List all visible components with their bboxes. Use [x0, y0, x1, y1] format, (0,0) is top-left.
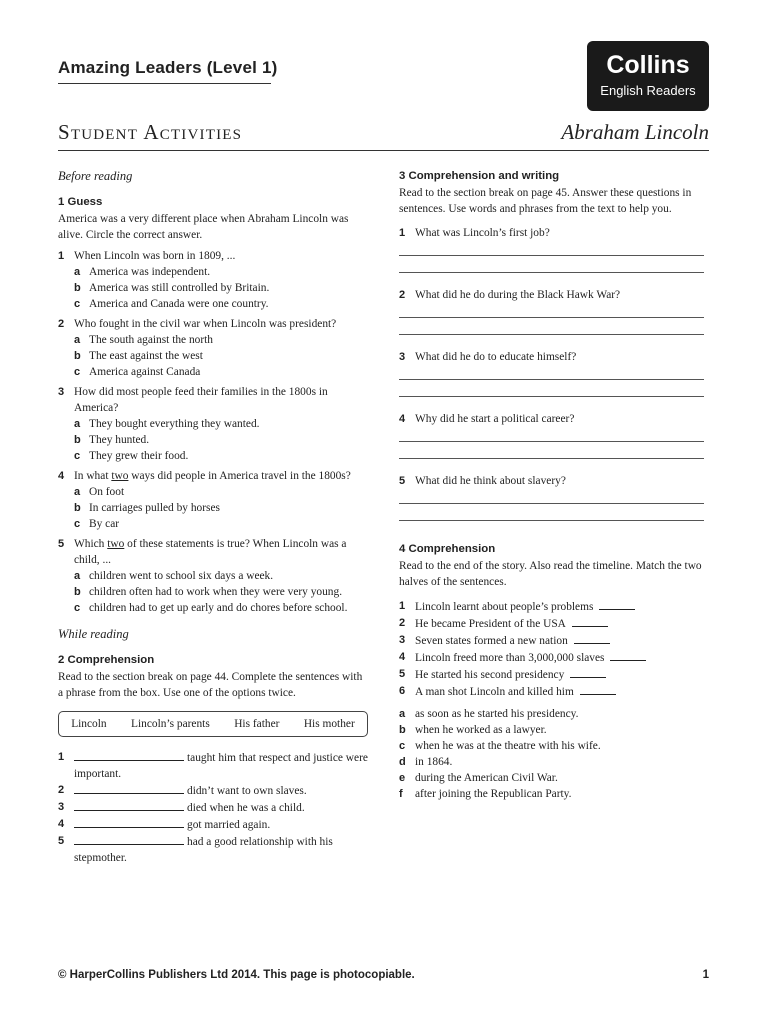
- option[interactable]: [74, 448, 368, 464]
- end-text: when he worked as a lawyer.: [415, 724, 547, 736]
- question-text: [74, 536, 368, 568]
- end-text: when he was at the theatre with his wife.: [415, 740, 601, 752]
- option[interactable]: [74, 516, 368, 532]
- sentence-start: [399, 666, 704, 683]
- sentence-end: [399, 770, 704, 786]
- guess-title: 1 Guess: [58, 196, 103, 208]
- option-text: children had to get up early and do chores before school.: [89, 602, 348, 614]
- start-number: 5: [399, 668, 406, 680]
- fill-blank[interactable]: [74, 816, 184, 828]
- end-letter: c: [399, 740, 406, 752]
- sentence-number: 3: [58, 801, 65, 813]
- option-text: The east against the west: [89, 350, 203, 362]
- end-letter: b: [399, 724, 406, 736]
- end-text: as soon as he started his presidency.: [415, 708, 579, 720]
- question-5: [58, 536, 368, 616]
- start-number: 3: [399, 634, 406, 646]
- start-text: Lincoln freed more than 3,000,000 slaves: [415, 652, 605, 664]
- fill-in-sentence: [58, 816, 368, 833]
- sentence-number: 1: [58, 751, 65, 763]
- word-box-item: His father: [234, 718, 280, 730]
- question-text-post: ways did people in America travel in the 1800s?: [128, 470, 351, 482]
- option-letter: a: [74, 334, 81, 346]
- option-letter: c: [74, 366, 81, 378]
- writing-question-2: [399, 287, 704, 335]
- sentence-number: 2: [58, 784, 65, 796]
- fill-in-sentence: [58, 749, 368, 782]
- option-text: By car: [89, 518, 120, 530]
- start-number: 1: [399, 600, 406, 612]
- fill-blank[interactable]: [74, 782, 184, 794]
- underlined-word: two: [111, 470, 129, 482]
- answer-line[interactable]: [399, 441, 704, 442]
- option[interactable]: [74, 584, 368, 600]
- question-text-pre: In what: [74, 470, 112, 482]
- end-text: after joining the Republican Party.: [415, 788, 572, 800]
- end-letter: a: [399, 708, 406, 720]
- answer-line[interactable]: [399, 317, 704, 318]
- match-blank[interactable]: [580, 683, 616, 695]
- question-text: When Lincoln was born in 1809, ...: [74, 250, 236, 262]
- sentence-start: [399, 683, 704, 700]
- start-text: Lincoln learnt about people’s problems: [415, 601, 594, 613]
- answer-line[interactable]: [399, 255, 704, 256]
- match-blank[interactable]: [572, 615, 608, 627]
- question-text: Why did he start a political career?: [415, 413, 575, 425]
- option-letter: b: [74, 282, 81, 294]
- option-letter: a: [74, 418, 81, 430]
- option[interactable]: [74, 568, 368, 584]
- option-text: They bought everything they wanted.: [89, 418, 260, 430]
- option-letter: b: [74, 350, 81, 362]
- answer-line[interactable]: [399, 503, 704, 504]
- option[interactable]: [74, 416, 368, 432]
- option[interactable]: [74, 348, 368, 364]
- option-letter: c: [74, 298, 81, 310]
- question-number: 1: [399, 227, 406, 239]
- start-text: Seven states formed a new nation: [415, 635, 568, 647]
- option-text: They grew their food.: [89, 450, 189, 462]
- question-text: What was Lincoln’s first job?: [415, 227, 550, 239]
- match-blank[interactable]: [599, 598, 635, 610]
- comprehension-writing-intro: Read to the section break on page 45. Answer these questions in sentences. Use words and phrases from the text to help you.: [399, 187, 692, 215]
- answer-line[interactable]: [399, 379, 704, 380]
- word-box: [58, 711, 368, 737]
- option-letter: c: [74, 602, 81, 614]
- header-divider: [58, 150, 709, 151]
- question-text: How did most people feed their families in the 1800s in America?: [74, 386, 328, 414]
- option-letter: c: [74, 450, 81, 462]
- comprehension-writing-title: 3 Comprehension and writing: [399, 170, 560, 182]
- writing-question-1: [399, 225, 704, 273]
- option[interactable]: [74, 364, 368, 380]
- option-letter: b: [74, 502, 81, 514]
- option[interactable]: [74, 280, 368, 296]
- word-box-item: Lincoln’s parents: [131, 718, 210, 730]
- end-text: in 1864.: [415, 756, 453, 768]
- option-letter: a: [74, 266, 81, 278]
- option[interactable]: [74, 432, 368, 448]
- start-number: 4: [399, 651, 406, 663]
- while-reading-heading: While reading: [58, 627, 129, 641]
- question-number: 4: [399, 413, 406, 425]
- fill-blank[interactable]: [74, 833, 184, 845]
- option-text: America and Canada were one country.: [89, 298, 269, 310]
- question-number: 3: [58, 386, 65, 398]
- writing-question-4: [399, 411, 704, 459]
- answer-line[interactable]: [399, 520, 704, 521]
- right-column: [399, 168, 704, 802]
- fill-blank[interactable]: [74, 749, 184, 761]
- question-text: [74, 468, 368, 484]
- question-number: 5: [58, 538, 65, 550]
- option-letter: c: [74, 518, 81, 530]
- option[interactable]: [74, 264, 368, 280]
- guess-intro: America was a very different place when Abraham Lincoln was alive. Circle the correct answer.: [58, 213, 349, 241]
- fill-in-sentence: [58, 799, 368, 816]
- option[interactable]: [74, 484, 368, 500]
- left-column: [58, 168, 368, 866]
- fill-blank[interactable]: [74, 799, 184, 811]
- match-blank[interactable]: [570, 666, 606, 678]
- sentence-start: [399, 632, 704, 649]
- question-text: Who fought in the civil war when Lincoln was president?: [74, 318, 337, 330]
- word-box-item: His mother: [303, 718, 355, 730]
- start-text: He became President of the USA: [415, 618, 566, 630]
- copyright-notice: © HarperCollins Publishers Ltd 2014. This page is photocopiable.: [58, 969, 415, 981]
- question-text: What did he do during the Black Hawk War?: [415, 289, 621, 301]
- logo-subtitle: English Readers: [600, 83, 696, 98]
- question-number: 1: [58, 250, 65, 262]
- option-text: In carriages pulled by horses: [89, 502, 220, 514]
- page-number: 1: [702, 969, 709, 981]
- question-1: [58, 248, 368, 312]
- matching-intro: Read to the end of the story. Also read the timeline. Match the two halves of the sentences.: [399, 560, 702, 588]
- sentence-starts: [399, 598, 704, 700]
- start-text: A man shot Lincoln and killed him: [415, 686, 574, 698]
- answer-line[interactable]: [399, 272, 704, 273]
- option-letter: a: [74, 570, 81, 582]
- option-letter: a: [74, 486, 81, 498]
- logo-brand: Collins: [606, 51, 690, 79]
- sentence-end: [399, 706, 704, 722]
- start-number: 6: [399, 685, 406, 697]
- question-text: What did he do to educate himself?: [415, 351, 577, 363]
- sentence-number: 4: [58, 818, 65, 830]
- series-underline: [58, 83, 271, 84]
- question-number: 2: [399, 289, 406, 301]
- writing-question-5: [399, 473, 704, 521]
- sentence-number: 5: [58, 835, 65, 847]
- end-text: during the American Civil War.: [415, 772, 558, 784]
- question-text-post: of these statements is true? When Lincoln was a child, ...: [74, 538, 347, 566]
- sentence-end: [399, 754, 704, 770]
- option-text: The south against the north: [89, 334, 214, 346]
- sentence-text: got married again.: [187, 819, 271, 831]
- option-text: On foot: [89, 486, 125, 498]
- option[interactable]: [74, 332, 368, 348]
- question-4: [58, 468, 368, 532]
- comprehension-title: 2 Comprehension: [58, 654, 155, 666]
- sentence-text: taught him that respect and justice were important.: [74, 752, 368, 780]
- section-title: Student Activities: [58, 120, 243, 144]
- question-number: 3: [399, 351, 406, 363]
- fill-in-sentence: [58, 782, 368, 799]
- comprehension-intro: Read to the section break on page 44. Complete the sentences with a phrase from the box. Use one of the options twice.: [58, 671, 363, 699]
- option-text: children often had to work when they were very young.: [89, 586, 343, 598]
- sentence-ends: [399, 706, 704, 802]
- question-number: 5: [399, 475, 406, 487]
- underlined-word: two: [107, 538, 125, 550]
- publisher-logo: [587, 41, 709, 111]
- question-2: [58, 316, 368, 380]
- start-number: 2: [399, 617, 406, 629]
- series-title: Amazing Leaders (Level 1): [58, 58, 278, 77]
- sentence-start: [399, 615, 704, 632]
- question-number: 4: [58, 470, 65, 482]
- sentence-end: [399, 722, 704, 738]
- match-blank[interactable]: [574, 632, 610, 644]
- fill-in-sentence: [58, 833, 368, 866]
- option-text: America against Canada: [89, 366, 201, 378]
- book-title: Abraham Lincoln: [561, 120, 709, 144]
- end-letter: f: [399, 788, 403, 800]
- matching-title: 4 Comprehension: [399, 543, 496, 555]
- option-text: They hunted.: [89, 434, 150, 446]
- question-text-pre: Which: [74, 538, 108, 550]
- option-letter: b: [74, 586, 81, 598]
- answer-line[interactable]: [399, 458, 704, 459]
- end-letter: d: [399, 756, 406, 768]
- option-text: children went to school six days a week.: [89, 570, 274, 582]
- option-text: America was independent.: [89, 266, 211, 278]
- option-text: America was still controlled by Britain.: [89, 282, 270, 294]
- question-number: 2: [58, 318, 65, 330]
- answer-line[interactable]: [399, 334, 704, 335]
- sentence-text: died when he was a child.: [187, 802, 305, 814]
- question-3: [58, 384, 368, 464]
- sentence-start: [399, 649, 704, 666]
- sentence-text: had a good relationship with his stepmother.: [74, 836, 333, 864]
- sentence-start: [399, 598, 704, 615]
- option[interactable]: [74, 600, 368, 616]
- question-text: What did he think about slavery?: [415, 475, 566, 487]
- answer-line[interactable]: [399, 396, 704, 397]
- before-reading-heading: Before reading: [58, 169, 133, 183]
- option[interactable]: [74, 296, 368, 312]
- match-blank[interactable]: [610, 649, 646, 661]
- end-letter: e: [399, 772, 406, 784]
- sentence-end: [399, 738, 704, 754]
- start-text: He started his second presidency: [415, 669, 565, 681]
- option[interactable]: [74, 500, 368, 516]
- option-letter: b: [74, 434, 81, 446]
- writing-question-3: [399, 349, 704, 397]
- word-box-item: Lincoln: [71, 718, 107, 730]
- sentence-end: [399, 786, 704, 802]
- sentence-text: didn’t want to own slaves.: [187, 785, 307, 797]
